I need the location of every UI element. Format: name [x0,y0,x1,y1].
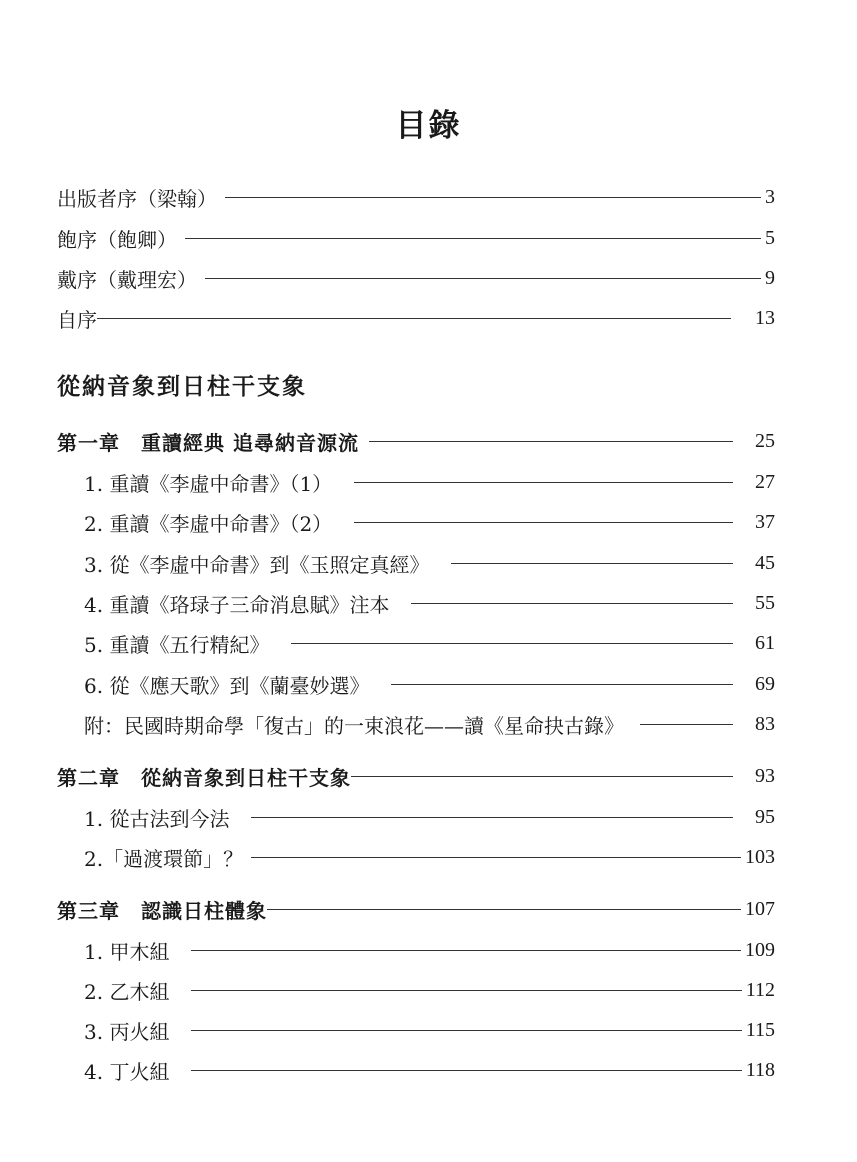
entry-page: 95 [755,805,775,828]
entry-page: 27 [755,470,775,493]
leader-line [205,278,761,279]
entry-page: 109 [745,938,775,961]
entry-label: 2.「過渡環節」？ [84,846,244,871]
leader-line [391,684,733,685]
entry-label: 1. 從古法到今法 [84,806,230,831]
entry-label: 1. 重讀《李虛中命書》（1） [84,471,333,496]
leader-line [354,482,733,483]
entry-label: 戴序（戴理宏） [57,267,197,292]
toc-entry[interactable] [57,182,775,212]
entry-label: 飽序（飽卿） [57,227,177,252]
leader-line [191,1030,741,1031]
toc-entry[interactable] [84,548,775,578]
entry-page: 3 [765,185,775,208]
leader-line [291,643,733,644]
toc-entry[interactable] [84,1015,775,1045]
entry-label: 附：民國時期命學「復古」的一束浪花——讀《星命抉古錄》 [84,713,624,738]
leader-line [191,1070,741,1071]
entry-label: 2. 乙木組 [84,979,170,1004]
entry-page: 61 [755,631,775,654]
leader-line [354,522,733,523]
toc-entry[interactable] [84,507,775,537]
toc-chapter-2[interactable] [57,761,775,791]
entry-label: 3. 丙火組 [84,1019,170,1044]
toc-entry[interactable] [57,263,775,293]
leader-line [640,724,733,725]
entry-page: 13 [755,306,775,329]
toc-entry[interactable] [57,303,775,333]
toc-entry[interactable] [84,628,775,658]
chapter-page: 25 [755,429,775,452]
entry-page: 69 [755,672,775,695]
entry-label: 4. 重讀《珞琭子三命消息賦》注本 [84,592,390,617]
entry-label: 出版者序（梁翰） [57,186,217,211]
entry-page: 83 [755,712,775,735]
leader-line [451,563,733,564]
leader-line [351,776,733,777]
entry-page: 112 [745,978,775,1001]
leader-line [267,909,741,910]
leader-line [411,603,733,604]
entry-page: 103 [745,845,775,868]
entry-label: 6. 從《應天歌》到《蘭臺妙選》 [84,673,370,698]
toc-entry[interactable] [84,1055,775,1085]
entry-page: 115 [745,1018,775,1041]
toc-entry[interactable] [84,842,775,872]
entry-label: 5. 重讀《五行精紀》 [84,632,270,657]
section-heading: 從納音象到日柱干支象 [57,373,307,400]
toc-entry[interactable] [84,669,775,699]
entry-page: 9 [765,266,775,289]
toc-chapter-3[interactable] [57,894,775,924]
entry-page: 118 [745,1058,775,1081]
entry-label: 2. 重讀《李虛中命書》（2） [84,511,333,536]
toc-entry[interactable] [84,802,775,832]
toc-entry[interactable] [84,467,775,497]
entry-label: 3. 從《李虛中命書》到《玉照定真經》 [84,552,430,577]
toc-entry[interactable] [84,709,775,739]
chapter-page: 93 [755,764,775,787]
toc-chapter-1[interactable] [57,426,775,456]
chapter-label: 第一章 重讀經典 追尋納音源流 [57,430,359,455]
entry-label: 自序 [57,307,97,332]
toc-entry[interactable] [84,588,775,618]
leader-line [191,990,741,991]
entry-page: 5 [765,226,775,249]
chapter-page: 107 [745,897,775,920]
entry-page: 55 [755,591,775,614]
toc-entry[interactable] [57,223,775,253]
leader-line [191,950,741,951]
leader-line [369,441,733,442]
toc-entry[interactable] [84,975,775,1005]
entry-label: 1. 甲木組 [84,939,170,964]
entry-page: 45 [755,551,775,574]
leader-line [97,318,731,319]
entry-label: 4. 丁火組 [84,1059,170,1084]
leader-line [251,817,733,818]
chapter-label: 第二章 從納音象到日柱干支象 [57,765,351,790]
leader-line [225,197,761,198]
entry-page: 37 [755,510,775,533]
leader-line [185,238,761,239]
toc-entry[interactable] [84,935,775,965]
toc-title: 目錄 [395,108,462,144]
leader-line [251,857,741,858]
chapter-label: 第三章 認識日柱體象 [57,898,267,923]
